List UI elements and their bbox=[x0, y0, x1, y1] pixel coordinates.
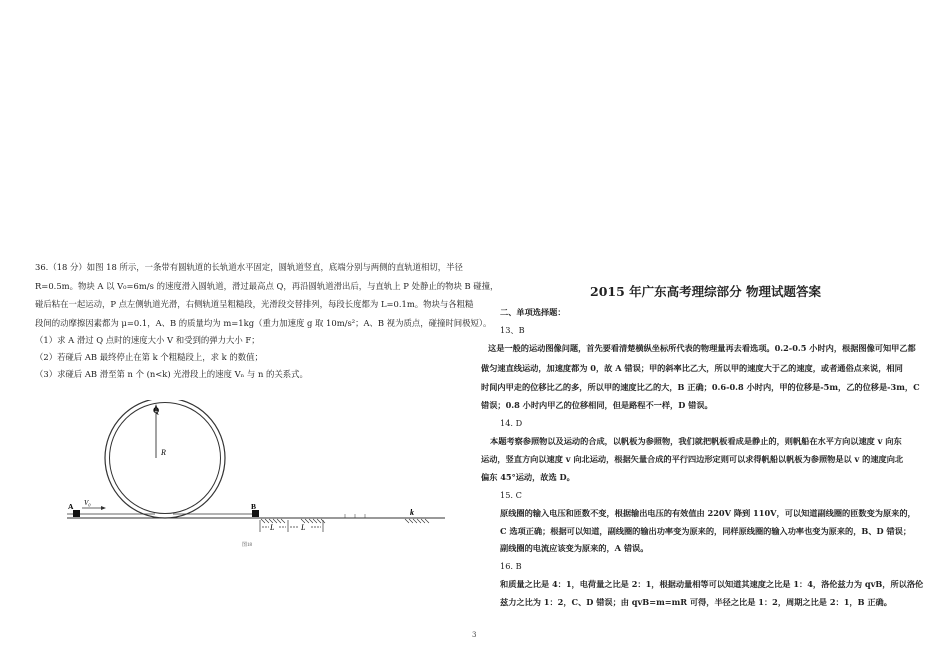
label-B: B bbox=[251, 502, 257, 511]
question-line: R=0.5m。物块 A 以 V₀=6m/s 的速度滑入圆轨道，滑过最高点 Q，再沿圆轨道滑出后，与直轨上 P 处静止的物块 B 碰撞， bbox=[35, 281, 499, 291]
answer-text: C 选项正确；根据可以知道，副线圈的输出功率变为原来的，同样原线圈的输入功率也变为原来的，B、D 错误； bbox=[500, 526, 912, 536]
label-A: A bbox=[68, 502, 74, 511]
answer-text: 副线圈的电流应该变为原来的，A 错误。 bbox=[500, 543, 649, 553]
answer-text: 偏东 45°运动，故选 D。 bbox=[481, 472, 575, 482]
answer-number: 16. B bbox=[500, 561, 522, 571]
question-line: 36.（18 分）如图 18 所示，一条带有圆轨道的长轨道水平固定，圆轨道竖直，底端分别与两侧的直轨道相切，半径 bbox=[35, 262, 463, 272]
label-V0: V₀ bbox=[84, 499, 91, 507]
figure-caption: 图18 bbox=[242, 543, 253, 548]
track-figure bbox=[55, 400, 450, 555]
answer-number: 13、B bbox=[500, 325, 525, 335]
label-R: R bbox=[161, 448, 166, 457]
velocity-arrowhead bbox=[101, 506, 106, 510]
label-L1: L bbox=[270, 523, 275, 532]
rough-marks-top bbox=[345, 514, 365, 518]
answer-number: 15. C bbox=[500, 490, 522, 500]
label-k: k bbox=[410, 508, 414, 517]
page-number: 3 bbox=[472, 631, 477, 639]
label-Q: Q bbox=[153, 406, 160, 415]
answer-text: 这是一般的运动图像问题，首先要看清楚横纵坐标所代表的物理量再去看选项。0.2-0.5 小时内，根据图像可知甲乙都 bbox=[488, 343, 916, 353]
answer-text: 做匀速直线运动，加速度都为 0，故 A 错误；甲的斜率比乙大，所以甲的速度大于乙的速度，或者通俗点来说，相同 bbox=[481, 363, 903, 373]
question-line: 段间的动摩擦因素都为 μ=0.1，A、B 的质量均为 m=1kg（重力加速度 g 取 10m/s²；A、B 视为质点，碰撞时间极短）。 bbox=[35, 318, 492, 328]
answer-text: 和质量之比是 4：1，电荷量之比是 2：1，根据动量相等可以知道其速度之比是 1：4，洛伦兹力为 qvB，所以洛伦 bbox=[500, 579, 924, 589]
question-part-1: （1）求 A 滑过 Q 点时的速度大小 V 和受到的弹力大小 F； bbox=[35, 335, 260, 345]
label-L2: L bbox=[301, 523, 306, 532]
loop-track-inner bbox=[110, 403, 221, 514]
answers-title: 2015 年广东高考理综部分 物理试题答案 bbox=[590, 284, 821, 299]
answer-text: 时间内甲走的位移比乙的多，所以甲的速度比乙的大，B 正确；0.6-0.8 小时内，甲的位移是-5m，乙的位移是-3m，C bbox=[481, 382, 920, 392]
answer-text: 兹力之比为 1：2，C、D 错误；由 qvB=m=mR 可得，半径之比是 1：2，周期之比是 2：1，B 正确。 bbox=[500, 597, 892, 607]
section-heading: 二、单项选择题： bbox=[500, 307, 566, 317]
answer-text: 本题考察参照物以及运动的合成，以帆板为参照物，我们就把帆板看成是静止的，则帆船在水平方向以速度 v 向东 bbox=[490, 436, 902, 446]
rough-segments bbox=[261, 519, 429, 523]
block-a bbox=[73, 510, 80, 517]
answer-text: 原线圈的输入电压和匝数不变，根据输出电压的有效值由 220V 降到 110V，可以知道副线圈的匝数变为原来的， bbox=[500, 508, 916, 518]
answer-number: 14. D bbox=[500, 418, 523, 428]
loop-track-outer bbox=[105, 400, 225, 518]
block-b bbox=[252, 510, 259, 517]
question-part-2: （2）若碰后 AB 最终停止在第 k 个粗糙段上，求 k 的数值； bbox=[35, 352, 263, 362]
question-line: 碰后粘在一起运动，P 点左侧轨道光滑，右侧轨道呈粗糙段，光滑段交替排列，每段长度都为 L=0.1m。物块与各粗糙 bbox=[35, 299, 474, 309]
answer-text: 运动，竖直方向以速度 v 向北运动，根据矢量合成的平行四边形定则可以求得帆船以帆板为参照物是以 v 的速度向北 bbox=[481, 454, 904, 464]
question-part-3: （3）求碰后 AB 滑至第 n 个 (n<k) 光滑段上的速度 Vₙ 与 n 的关系式。 bbox=[35, 369, 308, 379]
answer-text: 错误；0.8 小时内甲乙的位移相同，但是路程不一样，D 错误。 bbox=[481, 400, 713, 410]
